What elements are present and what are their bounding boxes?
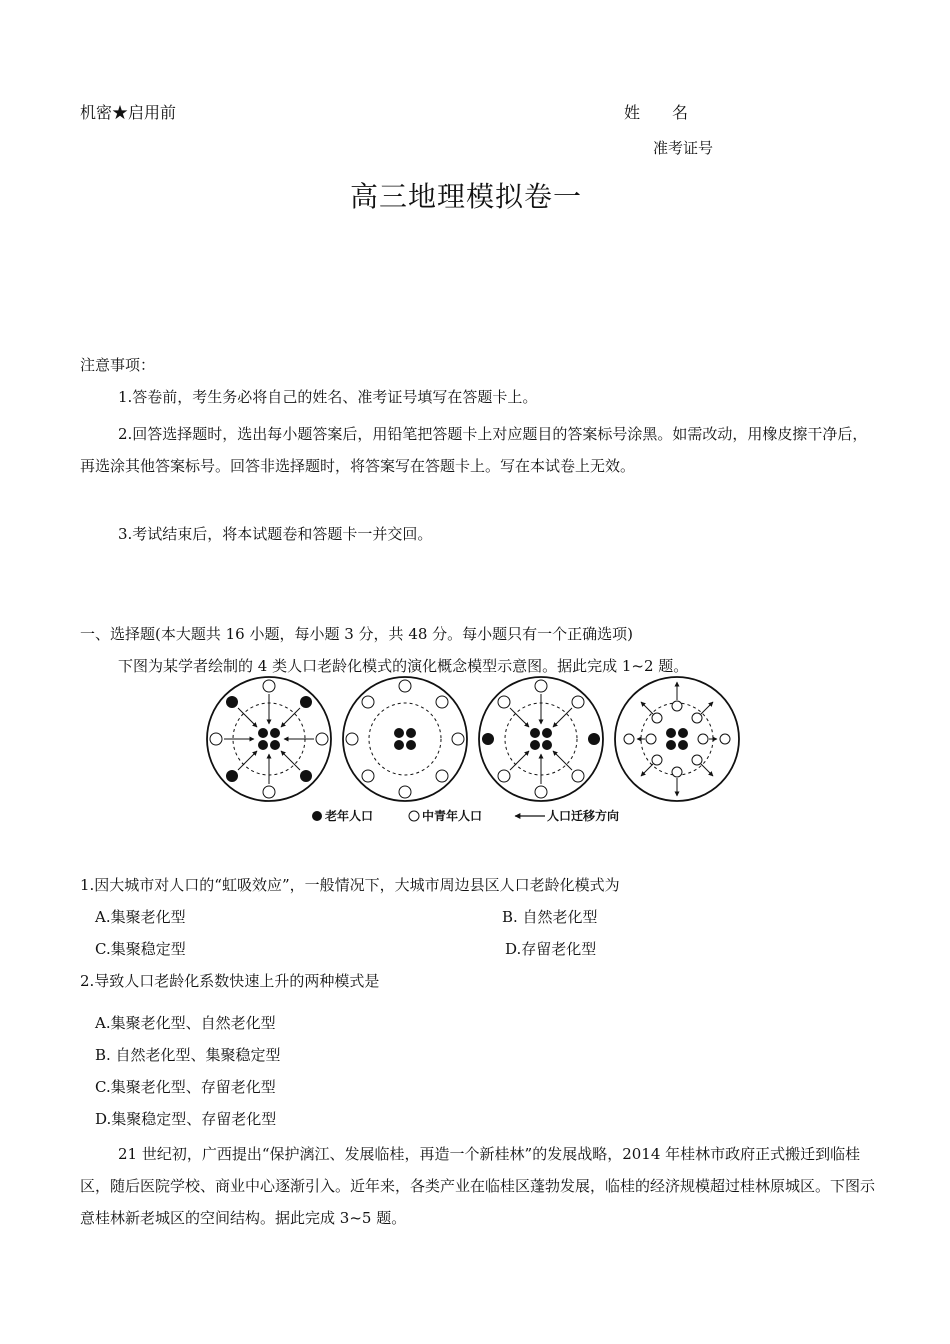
notice-item-3: 3.考试结束后，将本试题卷和答题卡一并交回。 bbox=[118, 525, 433, 543]
question-2-option-c: C.集聚老化型、存留老化型 bbox=[95, 1078, 276, 1096]
model-panel-3 bbox=[479, 677, 603, 801]
question-2-option-a: A.集聚老化型、自然老化型 bbox=[95, 1014, 276, 1032]
notice-item-1: 1.答卷前，考生务必将自己的姓名、准考证号填写在答题卡上。 bbox=[118, 388, 538, 406]
model-panel-1 bbox=[207, 677, 331, 801]
section-intro: 下图为某学者绘制的 4 类人口老龄化模式的演化概念模型示意图。据此完成 1~2 题。 bbox=[118, 657, 689, 675]
question-1-option-c: C.集聚稳定型 bbox=[95, 940, 186, 958]
legend-migration: 人口迁移方向 bbox=[547, 809, 620, 823]
page-title: 高三地理模拟卷一 bbox=[350, 180, 583, 213]
model-panel-4 bbox=[615, 677, 739, 801]
question-1-stem: 1.因大城市对人口的“虹吸效应”，一般情况下，大城市周边县区人口老龄化模式为 bbox=[80, 876, 620, 894]
model-panel-2 bbox=[343, 677, 467, 801]
aging-model-figure bbox=[205, 676, 745, 834]
confidential-label: 机密★启用前 bbox=[80, 103, 177, 122]
passage-guilin: 21 世纪初，广西提出“保护漓江、发展临桂，再造一个新桂林”的发展战略，2014 年桂林市政府正式搬迁到临桂区，随后医院学校、商业中心逐渐引入。近年来，各类产业在临桂区蓬勃发展，临桂的经济规模超过桂林原城区。下图示意桂林新老城区的空间结构。据此完成 3~5 题。 bbox=[80, 1145, 876, 1227]
question-1-option-b: B. 自然老化型 bbox=[502, 908, 598, 926]
notice-item-2: 2.回答选择题时，选出每小题答案后，用铅笔把答题卡上对应题目的答案标号涂黑。如需改动，用橡皮擦干净后，再选涂其他答案标号。回答非选择题时，将答案写在答题卡上。写在本试卷上无效。 bbox=[80, 425, 868, 475]
question-2-option-b: B. 自然老化型、集聚稳定型 bbox=[95, 1046, 281, 1064]
question-1-option-a: A.集聚老化型 bbox=[95, 908, 186, 926]
name-label: 姓 名 bbox=[624, 103, 689, 122]
notice-heading: 注意事项： bbox=[80, 356, 156, 374]
legend-elderly: 老年人口 bbox=[325, 809, 374, 823]
section-heading: 一、选择题(本大题共 16 小题，每小题 3 分，共 48 分。每小题只有一个正确选项) bbox=[80, 625, 634, 643]
question-1-option-d: D.存留老化型 bbox=[505, 940, 597, 958]
exam-id-label: 准考证号 bbox=[653, 139, 714, 157]
question-2-stem: 2.导致人口老龄化系数快速上升的两种模式是 bbox=[80, 972, 380, 990]
legend-young: 中青年人口 bbox=[422, 809, 483, 823]
question-2-option-d: D.集聚稳定型、存留老化型 bbox=[95, 1110, 277, 1128]
